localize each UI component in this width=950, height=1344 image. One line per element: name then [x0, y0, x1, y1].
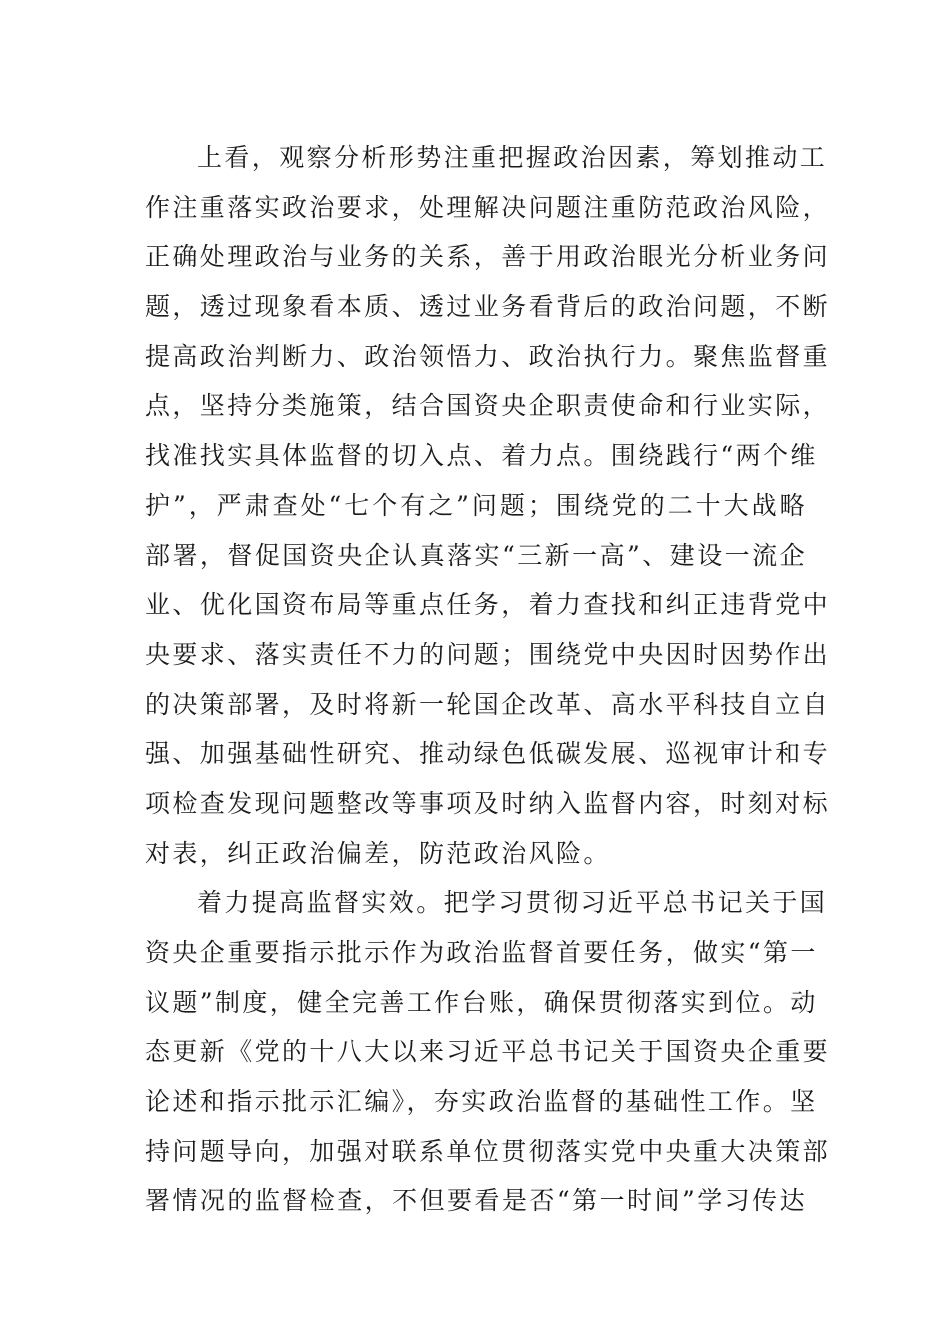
text-line: 护”，严肃查处“七个有之”问题；围绕党的二十大战略	[145, 490, 807, 520]
text-line: 态更新《党的十八大以来习近平总书记关于国资央企重要	[145, 1037, 831, 1067]
text-line: 正确处理政治与业务的关系，善于用政治眼光分析业务问	[145, 242, 831, 272]
text-line: 部署，督促国资央企认真落实“三新一高”、建设一流企	[145, 540, 807, 570]
text-line: 项检查发现问题整改等事项及时纳入监督内容，时刻对标	[145, 788, 831, 818]
text-line: 署情况的监督检查，不但要看是否“第一时间”学习传达	[145, 1186, 807, 1216]
text-line: 提高政治判断力、政治领悟力、政治执行力。聚焦监督重	[145, 341, 831, 371]
text-line: 题，透过现象看本质、透过业务看背后的政治问题，不断	[145, 292, 831, 322]
text-line: 作注重落实政治要求，处理解决问题注重防范政治风险，	[145, 192, 831, 222]
text-line: 找准找实具体监督的切入点、着力点。围绕践行“两个维	[145, 441, 818, 471]
text-line: 上看，观察分析形势注重把握政治因素，筹划推动工	[197, 143, 828, 172]
text-line: 强、加强基础性研究、推动绿色低碳发展、巡视审计和专	[145, 739, 831, 769]
text-line: 点，坚持分类施策，结合国资央企职责使命和行业实际，	[145, 391, 831, 421]
text-line: 持问题导向，加强对联系单位贯彻落实党中央重大决策部	[145, 1136, 831, 1166]
text-line: 的决策部署，及时将新一轮国企改革、高水平科技自立自	[145, 689, 831, 719]
text-line: 论述和指示批示汇编》，夯实政治监督的基础性工作。坚	[145, 1087, 818, 1117]
text-line: 业、优化国资布局等重点任务，着力查找和纠正违背党中	[145, 590, 831, 620]
text-line: 资央企重要指示批示作为政治监督首要任务，做实“第一	[145, 938, 818, 967]
text-line: 议题”制度，健全完善工作台账，确保贯彻落实到位。动	[145, 987, 818, 1017]
text-line: 央要求、落实责任不力的问题；围绕党中央因时因势作出	[145, 639, 831, 669]
text-line: 对表，纠正政治偏差，防范政治风险。	[145, 838, 611, 868]
text-line: 着力提高监督实效。把学习贯彻习近平总书记关于国	[197, 888, 828, 918]
body-text	[145, 133, 831, 1226]
